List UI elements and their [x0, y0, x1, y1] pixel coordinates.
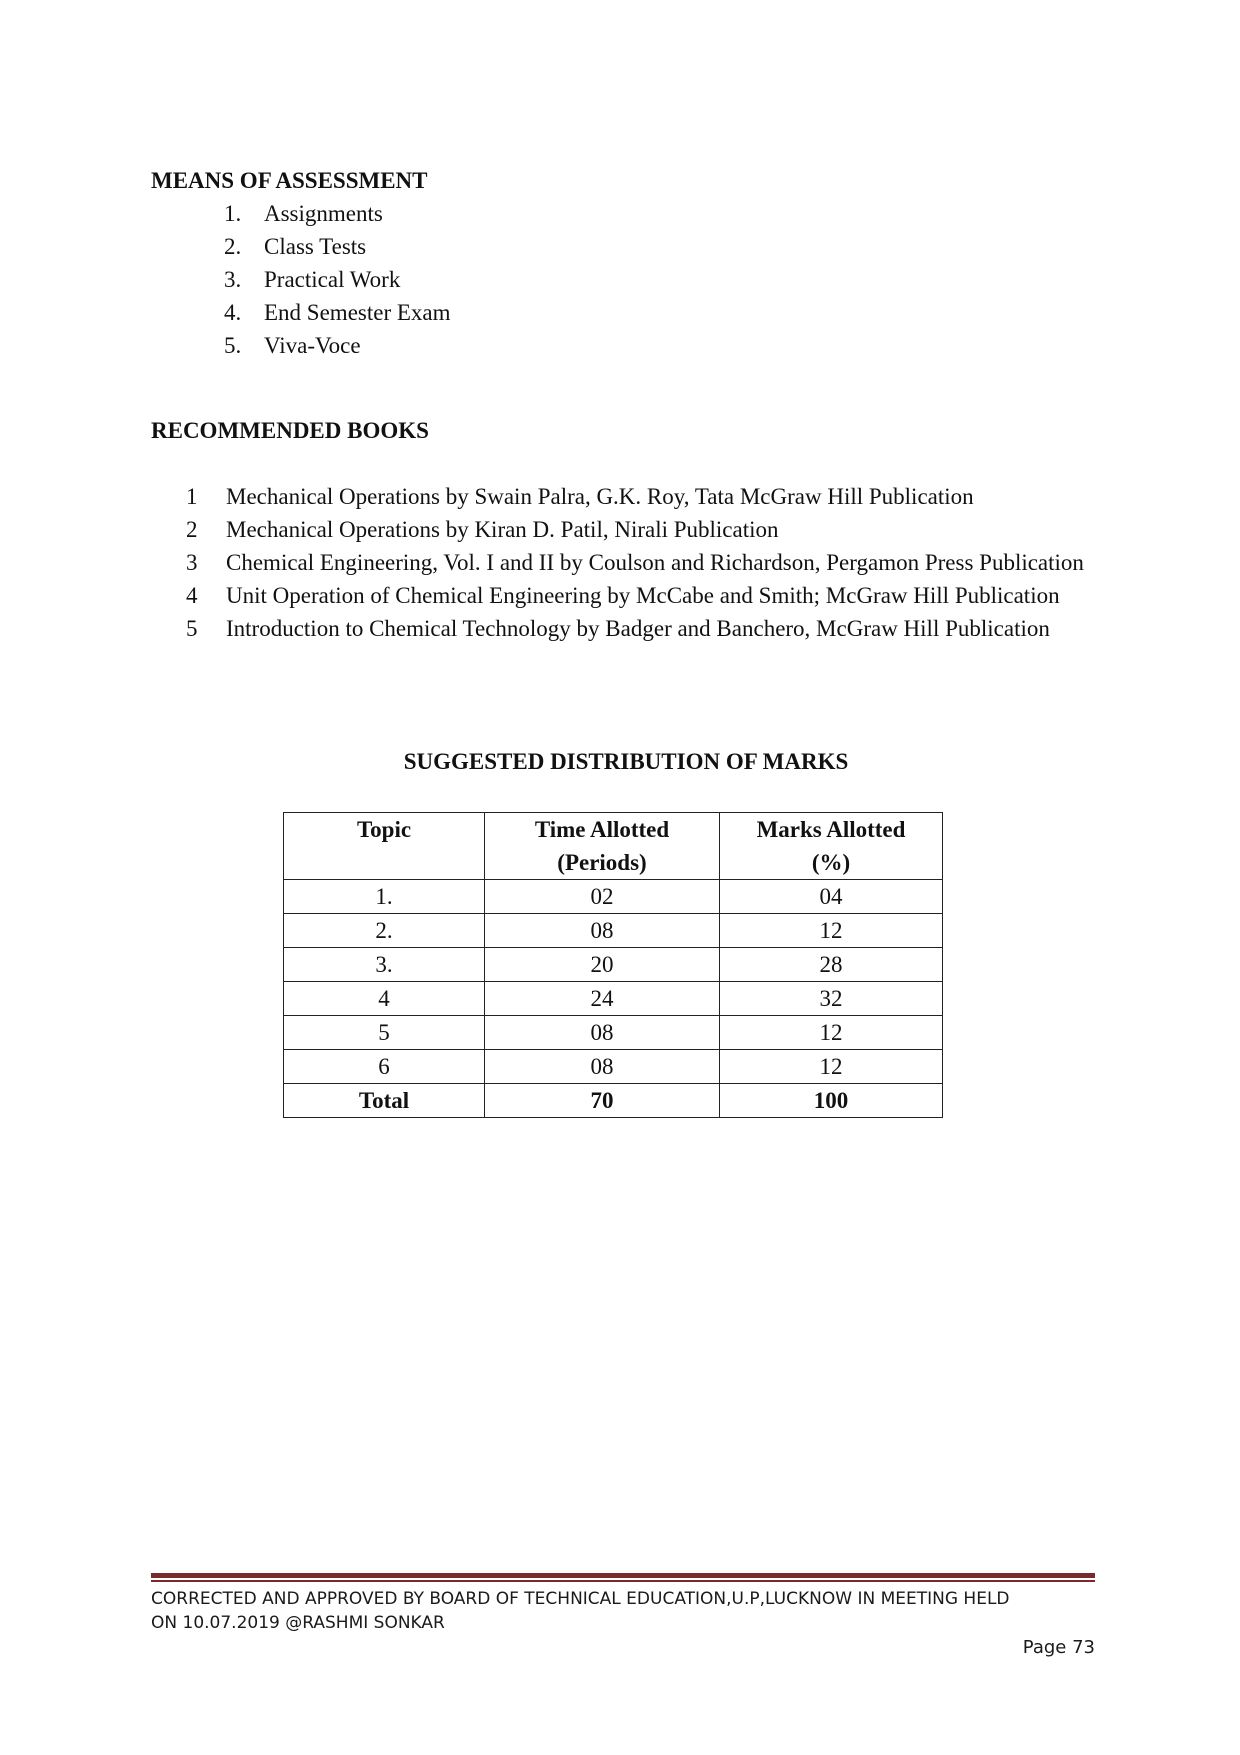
footer-approval-note	[151, 1587, 1095, 1635]
list-text: Class Tests	[264, 234, 367, 259]
total-marks-cell: 100	[720, 1084, 943, 1118]
column-header-marks	[720, 813, 943, 880]
topic-cell: 1.	[284, 880, 485, 914]
time-cell: 08	[485, 1050, 720, 1084]
table-row	[284, 880, 943, 914]
assessment-list	[224, 197, 451, 362]
footer-rule-thick	[151, 1573, 1095, 1578]
time-cell: 08	[485, 914, 720, 948]
marks-cell: 04	[720, 880, 943, 914]
book-item	[186, 480, 1096, 513]
table-total-row	[284, 1084, 943, 1118]
list-number: 1.	[224, 201, 242, 226]
list-item	[224, 263, 451, 296]
page-number: Page 73	[1022, 1637, 1095, 1658]
topic-cell: 2.	[284, 914, 485, 948]
list-number: 2.	[224, 234, 242, 259]
table-header-row	[284, 813, 943, 880]
list-item	[224, 329, 451, 362]
book-text: Unit Operation of Chemical Engineering by McCabe and Smith; McGraw Hill Publication	[226, 583, 1060, 608]
column-header-topic	[284, 813, 485, 880]
list-number: 5.	[224, 333, 242, 358]
list-item	[224, 230, 451, 263]
book-text: Mechanical Operations by Swain Palra, G.K. Roy, Tata McGraw Hill Publication	[226, 484, 974, 509]
list-text: End Semester Exam	[264, 300, 451, 325]
time-cell: 08	[485, 1016, 720, 1050]
topic-cell: 4	[284, 982, 485, 1016]
column-header-time	[485, 813, 720, 880]
table-row	[284, 914, 943, 948]
list-text: Viva-Voce	[264, 333, 361, 358]
total-label-cell: Total	[284, 1084, 485, 1118]
book-item	[186, 579, 1096, 612]
marks-cell: 28	[720, 948, 943, 982]
table-row	[284, 948, 943, 982]
header-sublabel: (%)	[811, 850, 851, 875]
list-item	[224, 197, 451, 230]
books-heading: RECOMMENDED BOOKS	[151, 418, 429, 443]
table-row	[284, 982, 943, 1016]
marks-cell: 12	[720, 914, 943, 948]
assessment-heading: MEANS OF ASSESSMENT	[151, 168, 428, 193]
book-number: 3	[186, 550, 198, 575]
header-label: Topic	[356, 817, 412, 842]
list-number: 3.	[224, 267, 242, 292]
book-number: 5	[186, 616, 198, 641]
topic-cell: 5	[284, 1016, 485, 1050]
marks-table-title: SUGGESTED DISTRIBUTION OF MARKS	[403, 749, 849, 774]
table-row	[284, 1050, 943, 1084]
header-label: Time Allotted	[534, 817, 670, 842]
marks-cell: 12	[720, 1016, 943, 1050]
book-number: 2	[186, 517, 198, 542]
topic-cell: 3.	[284, 948, 485, 982]
book-text: Mechanical Operations by Kiran D. Patil, Nirali Publication	[226, 517, 779, 542]
footer-line: CORRECTED AND APPROVED BY BOARD OF TECHNICAL EDUCATION,U.P,LUCKNOW IN MEETING HELD	[151, 1589, 1010, 1609]
footer-line: ON 10.07.2019 @RASHMI SONKAR	[151, 1613, 445, 1633]
time-cell: 02	[485, 880, 720, 914]
book-item	[186, 612, 1096, 645]
list-number: 4.	[224, 300, 242, 325]
books-list	[186, 480, 1096, 645]
table-row	[284, 1016, 943, 1050]
list-text: Assignments	[264, 201, 383, 226]
time-cell: 20	[485, 948, 720, 982]
marks-distribution-table	[283, 812, 943, 1118]
list-text: Practical Work	[264, 267, 401, 292]
book-number: 1	[186, 484, 198, 509]
marks-cell: 32	[720, 982, 943, 1016]
book-item	[186, 513, 1096, 546]
header-sublabel: (Periods)	[557, 850, 647, 875]
total-time-cell: 70	[485, 1084, 720, 1118]
list-item	[224, 296, 451, 329]
footer-rule-thin	[151, 1580, 1095, 1582]
header-label: Marks Allotted	[756, 817, 906, 842]
marks-cell: 12	[720, 1050, 943, 1084]
book-text: Introduction to Chemical Technology by Badger and Banchero, McGraw Hill Publication	[226, 616, 1050, 641]
time-cell: 24	[485, 982, 720, 1016]
book-number: 4	[186, 583, 198, 608]
book-item	[186, 546, 1096, 579]
book-text: Chemical Engineering, Vol. I and II by Coulson and Richardson, Pergamon Press Publication	[226, 550, 1084, 575]
topic-cell: 6	[284, 1050, 485, 1084]
